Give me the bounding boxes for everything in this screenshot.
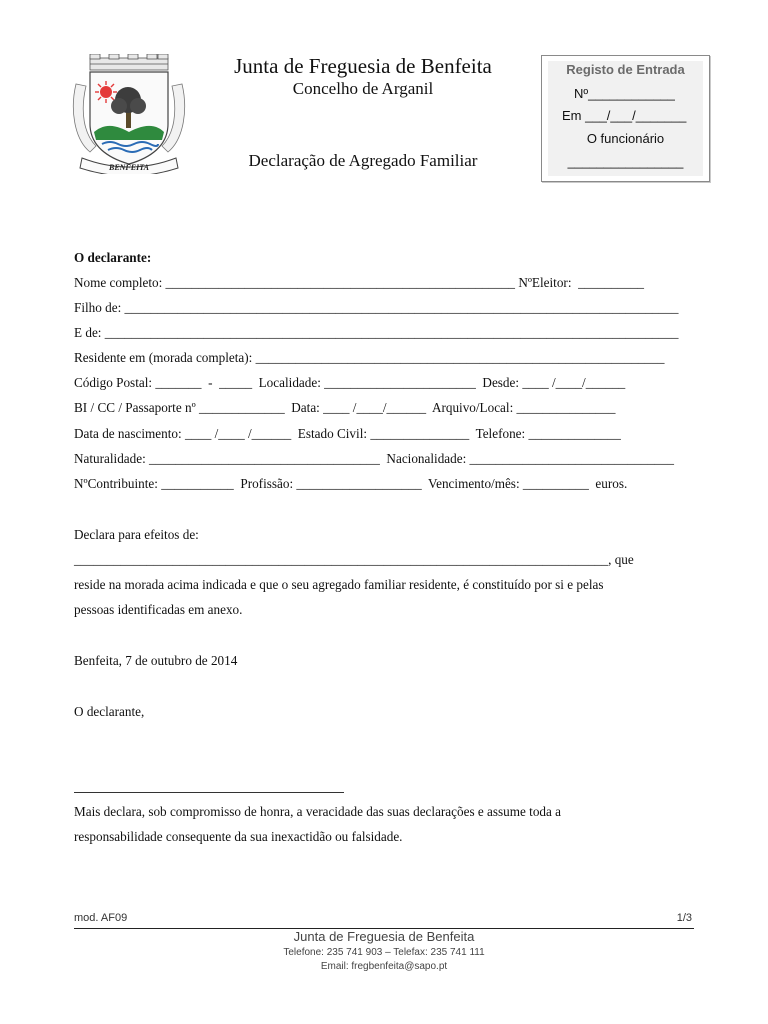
registo-assinatura-field[interactable]: ________________ [567,154,684,169]
registo-entrada-panel [548,61,703,176]
registo-entrada-title: Registo de Entrada [566,62,685,77]
field-bi-cc-passaporte[interactable]: BI / CC / Passaporte nº _____________ Data: ____ /____/______ Arquivo/Local: _______________ [74,400,616,415]
field-naturalidade[interactable]: Naturalidade: ___________________________________ Nacionalidade: _______________________________ [74,451,674,466]
declara-intro: Declara para efeitos de: [74,527,199,542]
field-e-de[interactable]: E de: _______________________________________________________________________________________ [74,325,679,340]
honra-text-line: Mais declara, sob compromisso de honra, a veracidade das suas declarações e assume toda a [74,804,562,819]
honra-text-line: responsabilidade consequente da sua inexactidão ou falsidade. [74,829,403,844]
footer-email: Email: fregbenfeita@sapo.pt [320,961,448,972]
field-contribuinte[interactable]: NºContribuinte: ___________ Profissão: ___________________ Vencimento/mês: __________ euros. [74,476,628,491]
field-filho-de[interactable]: Filho de: ____________________________________________________________________________________ [74,300,679,315]
mural-crown [90,54,168,70]
declara-text-line: reside na morada acima indicada e que o seu agregado familiar residente, é constituído por si e pelas [74,577,604,592]
registo-entrada-box [541,55,710,182]
banner-text: BENFEITA [108,163,150,172]
place-date: Benfeita, 7 de outubro de 2014 [74,653,238,668]
sun-symbol [95,81,117,103]
signature-line[interactable] [74,792,344,793]
document-title: Declaração de Agregado Familiar [248,151,478,170]
registo-numero-field[interactable]: Nº____________ [574,86,675,101]
page-number: 1/3 [676,912,692,924]
registo-data-field[interactable]: Em ___/___/_______ [562,108,687,123]
declarante-signoff: O declarante, [74,704,145,719]
footer-org-name: Junta de Freguesia de Benfeita [293,929,475,944]
registo-funcionario-label: O funcionário [586,131,665,146]
declarante-heading: O declarante: [74,250,152,265]
field-efeitos-de[interactable]: _________________________________________________________________________________, que [74,552,634,567]
declara-text-line: pessoas identificadas em anexo. [74,602,243,617]
municipality-subtitle: Concelho de Arganil [292,79,434,98]
benfeita-crest-logo [68,54,190,174]
form-model-code: mod. AF09 [74,912,128,924]
org-title: Junta de Freguesia de Benfeita [234,54,492,78]
field-data-nascimento[interactable]: Data de nascimento: ____ /____ /______ Estado Civil: _______________ Telefone: ______________ [74,426,621,441]
field-residente-em[interactable]: Residente em (morada completa): ______________________________________________________________ [74,350,665,365]
footer-phone: Telefone: 235 741 903 – Telefax: 235 741 111 [283,947,485,958]
field-codigo-postal[interactable]: Código Postal: _______ - _____ Localidade: _______________________ Desde: ____ /____/______ [74,375,626,390]
field-nome-completo[interactable]: Nome completo: _____________________________________________________ NºEleitor: __________ [74,275,645,290]
